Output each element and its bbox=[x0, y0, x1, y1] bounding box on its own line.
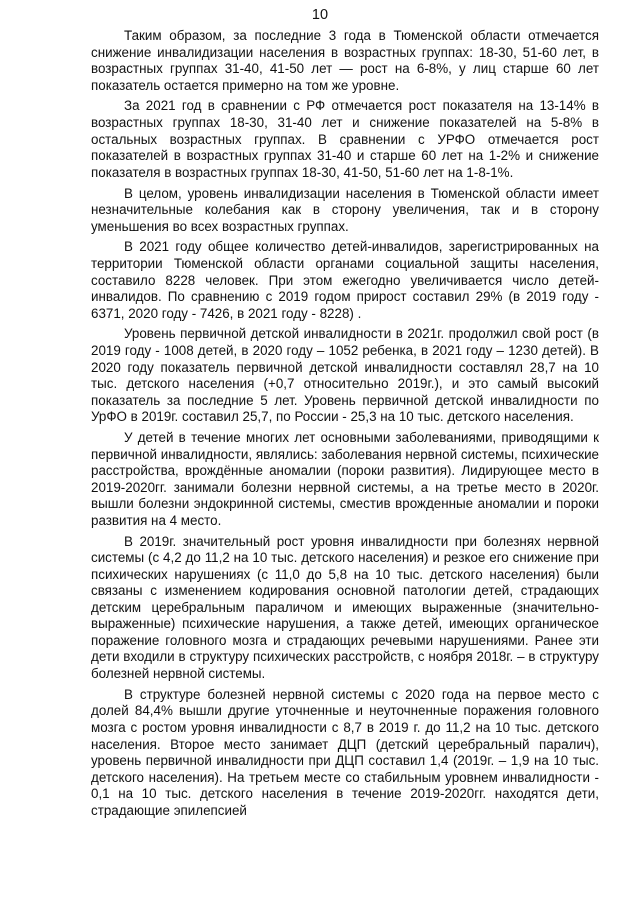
paragraph-coding-change: В 2019г. значительный рост уровня инвалидности при болезнях нервной системы (с 4,2 до 11,2 на 10 тыс. детского населения) и резкое его снижение при психических нарушениях (с 11,0 до 5,8 на 10 тыс. детского населения) были связаны с изменением кодирования основной патологии детей, страдающих детским церебральным параличом и имеющих выраженные (значительно-выраженные) психические нарушения, а также детей, имеющих органическое поражение головного мозга и страдающих речевыми нарушениями. Ранее эти дети входили в структуру психических расстройств, с ноября 2018г. – в структуру болезней нервной системы. bbox=[91, 533, 599, 682]
paragraph-main-diseases: У детей в течение многих лет основными заболеваниями, приводящими к первичной инвалидности, являлись: заболевания нервной системы, психические расстройства, врождённые аномалии (пороки развития). Лидирующее место в 2019-2020гг. занимали болезни нервной системы, а на третье место в 2020г. вышли болезни эндокринной системы, сместив врожденные аномалии и пороки развития на 4 место. bbox=[91, 430, 599, 528]
paragraph-nervous-system-structure: В структуре болезней нервной системы с 2020 года на первое место с долей 84,4% вышли другие уточненные и неуточненные поражения головного мозга с ростом уровня инвалидности с 8,7 в 2019 г. до 11,2 на 10 тыс. детского населения. Второе место занимает ДЦП (детский церебральный паралич), уровень первичной инвалидности при ДЦП составил 1,4 (2019г. – 1,9 на 10 тыс. детского населения). На третьем месте со стабильным уровнем инвалидности - 0,1 на 10 тыс. детского населения в течение 2019-2020гг. находятся дети, страдающие эпилепсией bbox=[91, 686, 599, 818]
page-number: 10 bbox=[311, 7, 329, 23]
paragraph-primary-child-disability: Уровень первичной детской инвалидности в 2021г. продолжил свой рост (в 2019 году - 1008 детей, в 2020 году – 1052 ребенка, в 2021 году – 1230 детей). В 2020 году показатель первичной детской инвалидности составлял 28,7 на 10 тыс. детского населения (+0,7 относительно 2019г.), и это самый высокий показатель за последние 5 лет. Уровень первичной детской инвалидности по УрФО в 2019г. составил 25,7, по России - 25,3 на 10 тыс. детского населения. bbox=[91, 326, 599, 425]
body-text bbox=[91, 28, 599, 824]
paragraph-age-trend-summary: Таким образом, за последние 3 года в Тюменской области отмечается снижение инвалидизации населения в возрастных группах: 18-30, 51-60 лет, в возрастных группах 31-40, 41-50 лет — рост на 6-8%, у лиц старше 60 лет показатель остается примерно на том же уровне. bbox=[91, 28, 599, 93]
paragraph-general-level: В целом, уровень инвалидизации населения в Тюменской области имеет незначительные колебания как в сторону увеличения, так и в сторону уменьшения во всех возрастных группах. bbox=[91, 185, 599, 234]
paragraph-disabled-children-count: В 2021 году общее количество детей-инвалидов, зарегистрированных на территории Тюменской области органами социальной защиты населения, составило 8228 человек. При этом ежегодно увеличивается число детей-инвалидов. По сравнению с 2019 годом прирост составил 29% (в 2019 году - 6371, 2020 году - 7426, в 2021 году - 8228) . bbox=[91, 239, 599, 321]
paragraph-rf-urfo-comparison: За 2021 год в сравнении с РФ отмечается рост показателя на 13-14% в возрастных группах 18-30, 31-40 лет и снижение показателей на 5-8% в остальных возрастных группах. В сравнении с УРФО отмечается рост показателей в возрастных группах 31-40 и старше 60 лет на 1-2% и снижение показателя в возрастных группах 18-30, 41-50, 51-60 лет на 1-8-1%. bbox=[91, 98, 599, 180]
